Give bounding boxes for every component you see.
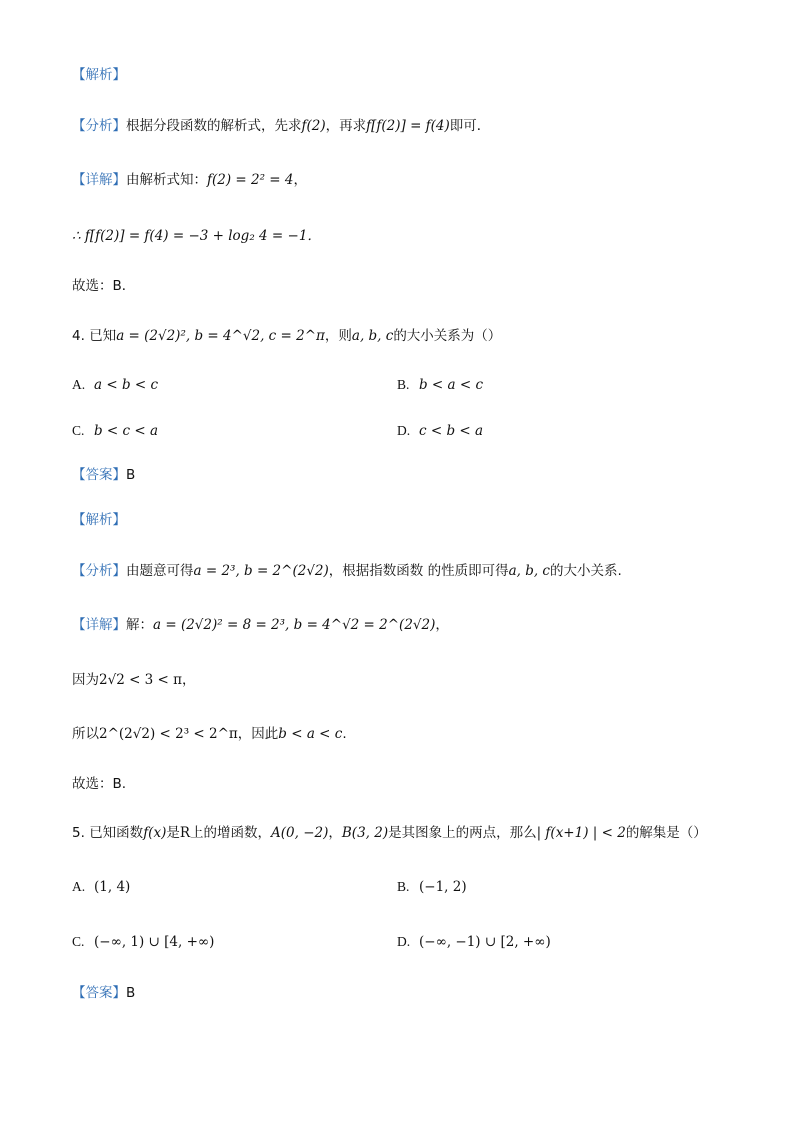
option-label: D. bbox=[397, 423, 411, 438]
stem-R: R bbox=[179, 825, 191, 841]
option-label: C. bbox=[72, 934, 85, 949]
q4-so-line bbox=[72, 724, 347, 744]
because-math: 2√2 < 3 < π bbox=[99, 672, 183, 688]
detail-math: a = (2√2)² = 8 = 2³, b = 4^√2 = 2^(2√2) bbox=[153, 617, 436, 633]
option-label: A. bbox=[72, 377, 86, 392]
analysis-tag: 【解析】 bbox=[72, 67, 126, 83]
option-text: (−∞, 1) ∪ [4, +∞) bbox=[94, 934, 215, 950]
question-number: 4. bbox=[72, 328, 85, 344]
so-end: . bbox=[342, 726, 347, 742]
q4-option-a bbox=[72, 375, 158, 395]
math-ff: f[f(2)] = f(4) bbox=[366, 118, 450, 134]
fenxi-mid: ，再求 bbox=[325, 118, 367, 134]
stem-point-A: A(0, −2) bbox=[271, 825, 329, 841]
detail-end: ， bbox=[435, 617, 449, 633]
analysis-heading bbox=[72, 65, 126, 85]
so-text: 所以 bbox=[72, 726, 99, 742]
detail-end: ， bbox=[293, 172, 307, 188]
fenxi-text: 根据分段函数的解析式，先求 bbox=[126, 118, 302, 134]
answer-tag: 【答案】 bbox=[72, 985, 126, 1001]
option-text: (−1, 2) bbox=[419, 879, 467, 895]
q4-option-d bbox=[397, 421, 483, 441]
q4-detail-line bbox=[72, 615, 449, 635]
math-f2-eq: f(2) = 2² = 4 bbox=[207, 172, 294, 188]
detail-tag: 【详解】 bbox=[72, 172, 126, 188]
option-label: D. bbox=[397, 934, 411, 949]
fenxi-text: 由题意可得 bbox=[126, 563, 194, 579]
fenxi-vars: a, b, c bbox=[508, 563, 550, 579]
detail-line bbox=[72, 170, 307, 190]
option-text: b < c < a bbox=[94, 423, 159, 439]
q4-option-b bbox=[397, 375, 483, 395]
stem-end: 的解集是（） bbox=[625, 825, 707, 841]
stem-math: a = (2√2)², b = 4^√2, c = 2^π bbox=[116, 328, 325, 344]
q4-choice-line bbox=[72, 774, 126, 794]
fenxi-end: 的大小关系. bbox=[550, 563, 622, 579]
analysis-tag: 【解析】 bbox=[72, 512, 126, 528]
because-end: ， bbox=[182, 672, 196, 688]
fenxi-math: a = 2³, b = 2^(2√2) bbox=[193, 563, 329, 579]
stem-prefix: 已知 bbox=[89, 328, 117, 344]
stem-mid: ，则 bbox=[324, 328, 352, 344]
stem-mid3: 是其图象上的两点，那么 bbox=[388, 825, 537, 841]
question-4-stem bbox=[72, 326, 501, 346]
answer-value: B bbox=[126, 985, 136, 1001]
detail-text: 由解析式知： bbox=[126, 172, 207, 188]
option-label: B. bbox=[397, 879, 410, 894]
choice-line bbox=[72, 276, 135, 296]
q5-option-a bbox=[72, 877, 130, 897]
math-f2: f(2) bbox=[301, 118, 326, 134]
stem-sep: ， bbox=[328, 825, 342, 841]
option-text: (1, 4) bbox=[94, 879, 131, 895]
choice-text: 故选：B. bbox=[72, 776, 127, 792]
q5-option-b bbox=[397, 877, 467, 897]
q5-answer-line bbox=[72, 983, 135, 1003]
q4-option-c bbox=[72, 421, 158, 441]
q5-option-d bbox=[397, 932, 551, 952]
q5-option-c bbox=[72, 932, 214, 952]
stem-end: 的大小关系为（） bbox=[393, 328, 502, 344]
question-5-stem bbox=[72, 823, 707, 843]
so-math2: b < a < c bbox=[278, 726, 343, 742]
q4-analysis-heading bbox=[72, 510, 126, 530]
stem-prefix: 已知函数 bbox=[89, 825, 144, 841]
fenxi-tag: 【分析】 bbox=[72, 563, 126, 579]
stem-inequality: | f(x+1) | < 2 bbox=[536, 825, 626, 841]
so-math: 2^(2√2) < 2³ < 2^π bbox=[99, 726, 238, 742]
option-text: c < b < a bbox=[419, 423, 484, 439]
so-mid: ，因此 bbox=[237, 726, 279, 742]
q4-because-line bbox=[72, 670, 196, 690]
because-text: 因为 bbox=[72, 672, 99, 688]
option-label: A. bbox=[72, 879, 86, 894]
therefore-line bbox=[72, 226, 321, 246]
option-text: b < a < c bbox=[419, 377, 484, 393]
fenxi-tag: 【分析】 bbox=[72, 118, 126, 134]
therefore-math: ∴ f[f(2)] = f(4) = −3 + log₂ 4 = −1． bbox=[72, 228, 321, 244]
stem-point-B: B(3, 2) bbox=[341, 825, 389, 841]
option-label: C. bbox=[72, 423, 85, 438]
answer-value: B bbox=[126, 467, 136, 483]
question-number: 5. bbox=[72, 825, 85, 841]
option-text: a < b < c bbox=[94, 377, 159, 393]
stem-mid2: 上的增函数， bbox=[190, 825, 272, 841]
q4-fenxi-line bbox=[72, 561, 622, 581]
option-label: B. bbox=[397, 377, 410, 392]
stem-mid1: 是 bbox=[166, 825, 180, 841]
fenxi-mid: ，根据指数函数 的性质即可得 bbox=[328, 563, 509, 579]
answer-tag: 【答案】 bbox=[72, 467, 126, 483]
choice-text: 故选：B． bbox=[72, 278, 136, 294]
analysis-line bbox=[72, 116, 490, 136]
q4-answer-line bbox=[72, 465, 135, 485]
stem-fx: f(x) bbox=[143, 825, 167, 841]
option-text: (−∞, −1) ∪ [2, +∞) bbox=[419, 934, 551, 950]
detail-text: 解： bbox=[126, 617, 153, 633]
detail-tag: 【详解】 bbox=[72, 617, 126, 633]
stem-vars: a, b, c bbox=[351, 328, 394, 344]
fenxi-end: 即可． bbox=[449, 118, 491, 134]
